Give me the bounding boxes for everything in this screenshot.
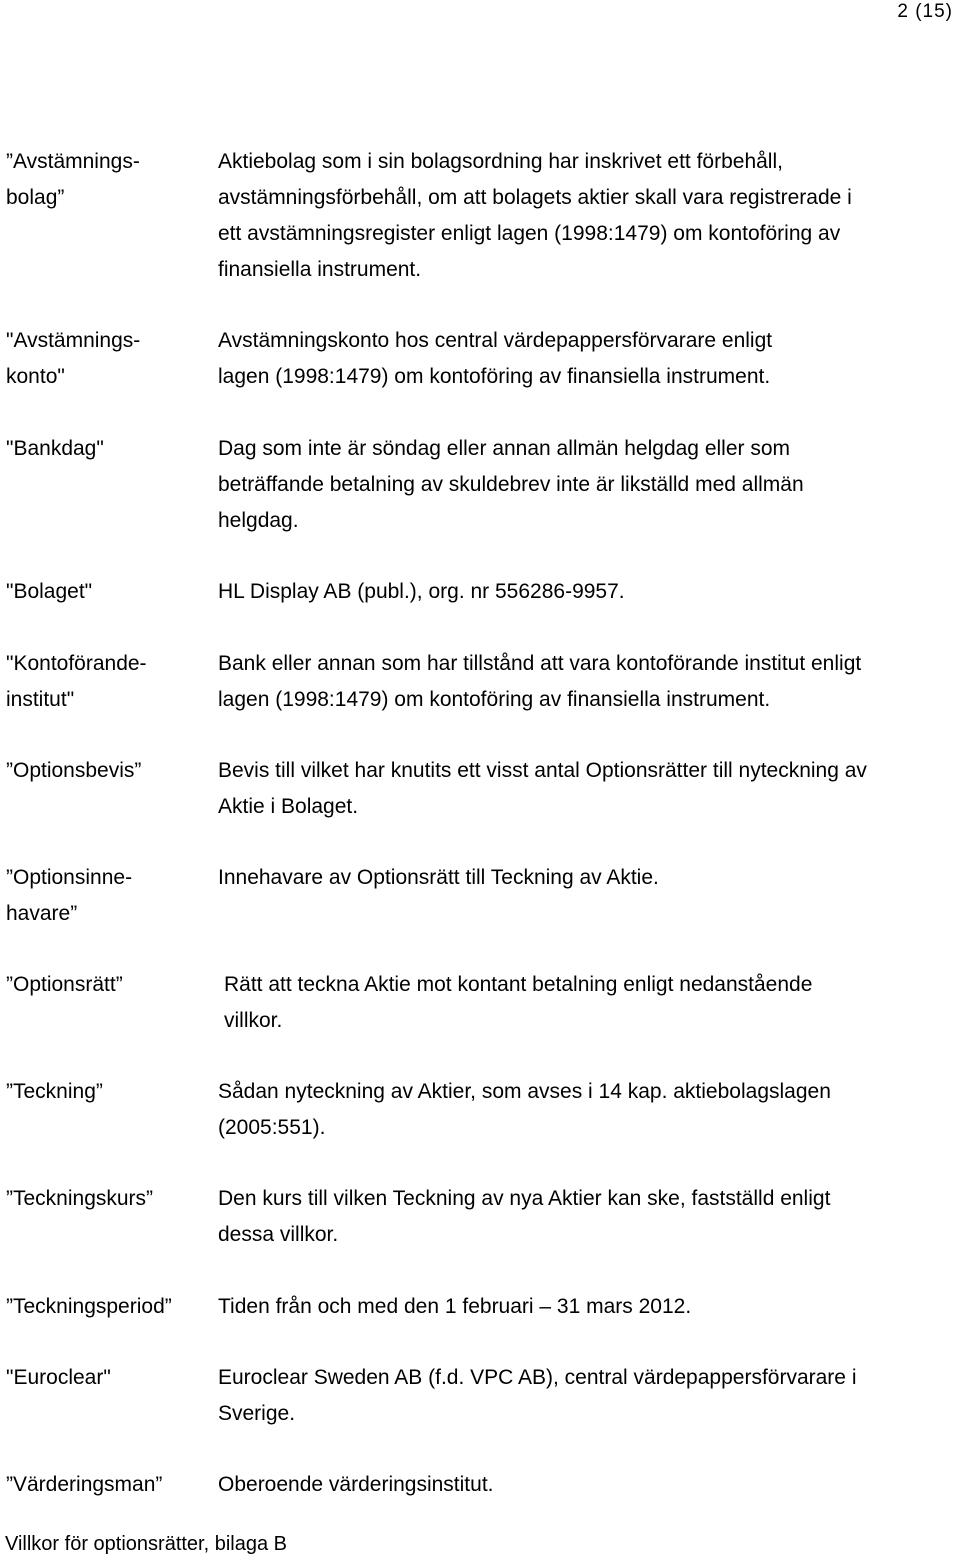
definition-term: "Kontoförande- institut" [6, 652, 147, 711]
definition-term: ”Optionsbevis” [6, 759, 142, 782]
definition-text: Sådan nyteckning av Aktier, som avses i 14 kap. aktiebolagslagen (2005:551). [218, 1080, 831, 1139]
definition-text: Bevis till vilket har knutits ett visst antal Optionsrätter till nyteckning av Aktie i Bolaget. [218, 759, 867, 818]
definition-text: Euroclear Sweden AB (f.d. VPC AB), central värdepappersförvarare i Sverige. [218, 1366, 857, 1425]
definition-term: "Bankdag" [6, 437, 104, 460]
definition-term: ”Teckningskurs” [6, 1187, 154, 1210]
definition-term: ”Optionsrätt” [6, 973, 123, 996]
definition-text: Aktiebolag som i sin bolagsordning har inskrivet ett förbehåll, avstämningsförbehåll, om att bolagets aktier skall vara registrerade i ett avstämningsregister enligt lagen (1998:1479) om kontoföring av finansiella instrument. [218, 150, 852, 281]
definition-term: ”Teckningsperiod” [6, 1295, 172, 1318]
definition-term: "Avstämnings- konto" [6, 329, 141, 388]
definition-text: Rätt att teckna Aktie mot kontant betalning enligt nedanstående villkor. [224, 973, 813, 1032]
definition-term: "Bolaget" [6, 580, 93, 603]
definition-text: HL Display AB (publ.), org. nr 556286-9957. [218, 580, 625, 603]
definition-term: ”Avstämnings- bolag” [6, 150, 140, 209]
page-number: 2 (15) [897, 1, 953, 22]
page-footer: Villkor för optionsrätter, bilaga B [5, 1533, 288, 1555]
definition-text: Avstämningskonto hos central värdepappersförvarare enligt lagen (1998:1479) om kontoföring av finansiella instrument. [218, 329, 773, 388]
definition-term: ”Teckning” [6, 1080, 103, 1103]
definition-term: "Euroclear" [6, 1366, 111, 1389]
definition-text: Den kurs till vilken Teckning av nya Aktier kan ske, fastställd enligt dessa villkor. [218, 1187, 831, 1246]
definition-text: Oberoende värderingsinstitut. [218, 1473, 494, 1496]
definition-text: Bank eller annan som har tillstånd att vara kontoförande institut enligt lagen (1998:1479) om kontoföring av finansiella instrument. [218, 652, 862, 711]
definition-term: ”Värderingsman” [6, 1473, 163, 1496]
definition-text: Dag som inte är söndag eller annan allmän helgdag eller som beträffande betalning av skuldebrev inte är likställd med allmän helgdag. [218, 437, 804, 532]
definition-text: Innehavare av Optionsrätt till Teckning av Aktie. [218, 866, 659, 889]
definition-text: Tiden från och med den 1 februari – 31 mars 2012. [218, 1295, 692, 1318]
definition-term: ”Optionsinne- havare” [6, 866, 133, 925]
